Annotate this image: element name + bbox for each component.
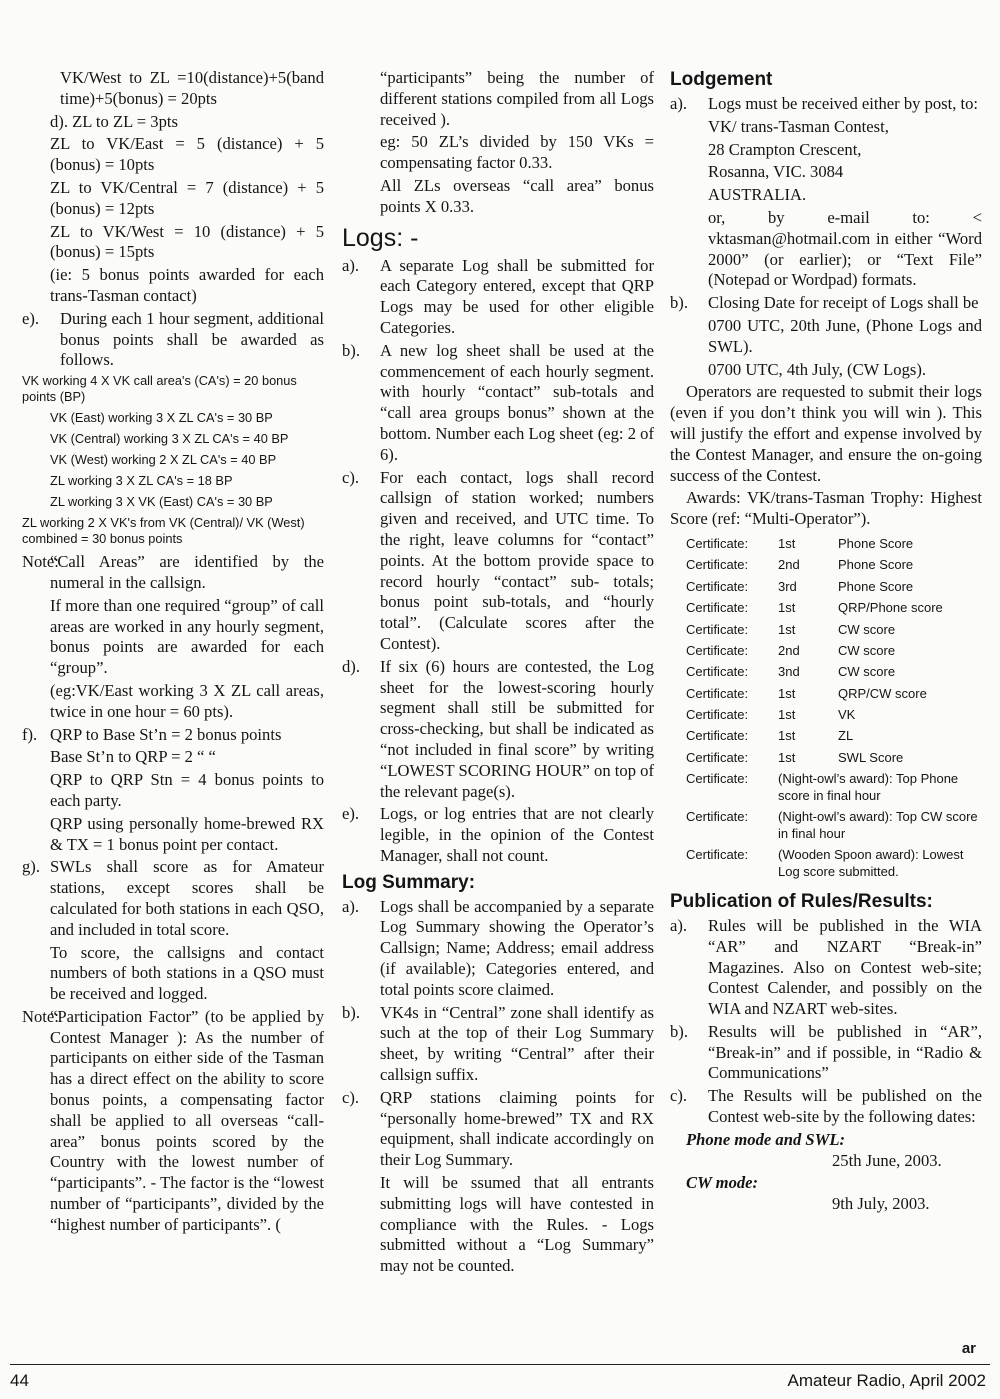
certificate-row [686, 728, 982, 749]
rule-f [22, 725, 324, 746]
summary-rule [342, 1003, 654, 1086]
rule-text: Rules will be published in the WIA “AR” and NZART “Break-in” Magazines. Also on Contest web-site; Contest Calender, and possibly on the WIA and NZART web-sites. [708, 915, 982, 1019]
column-1 [22, 68, 324, 1238]
note-label: Note: [22, 552, 59, 572]
certificate-award: QRP/Phone score [838, 600, 943, 616]
certificate-label: Certificate: [686, 809, 749, 825]
rule-label: a). [342, 896, 360, 916]
certificate-place: 1st [778, 707, 796, 723]
bonus-item: VK working 4 X VK call area's (CA's) = 20 bonus points (BP) [22, 373, 297, 405]
qrp-line: QRP to QRP Stn = 4 bonus points to each party. [50, 770, 324, 810]
certificate-award: Phone Score [838, 535, 914, 551]
lodgement-rule-b [670, 293, 982, 314]
certificate-row [686, 809, 982, 847]
note-group-text: If more than one required “group” of call areas are worked in any hourly segment, bonus points are awarded for each “group”. [50, 595, 324, 678]
column-2 [342, 68, 654, 1279]
address-line: VK/ trans-Tasman Contest, [708, 116, 889, 136]
bonus-item: VK (Central) working 3 X ZL CA's = 40 BP [50, 431, 289, 447]
rule-label: b). [670, 293, 688, 313]
summary-rule [342, 897, 654, 1001]
qrp-line: QRP using personally home-brewed RX & TX = 1 bonus point per contact. [50, 813, 324, 854]
email-text: or, by e-mail to: < vktasman@hotmail.com in either “Word 2000” (or earlier); or “Text File” (Notepad or Wordpad) formats. [708, 207, 982, 290]
publication-name: Amateur Radio, April 2002 [787, 1371, 986, 1390]
address-line: 28 Crampton Crescent, [708, 139, 862, 159]
certificate-award: Phone Score [838, 557, 914, 573]
lodgement-heading: Lodgement [670, 69, 773, 90]
lodgement-rule-a [670, 94, 982, 115]
certificate-award: (Wooden Spoon award): Lowest Log score submitted. [778, 847, 964, 879]
certificate-label: Certificate: [686, 664, 749, 680]
certificate-row [686, 686, 982, 707]
certificate-row [686, 557, 982, 578]
certificate-label: Certificate: [686, 847, 749, 863]
address-line: Rosanna, VIC. 3084 [708, 162, 844, 182]
note-text: “Participation Factor” (to be applied by Contest Manager ): As the number of participants on either side of the Tasman has a direct effect on the ability to score bonus points, a compensating factor shall be applied to all overseas “call-area” bonus points scored by the Country with the lowest number of “participants”. - The factor is the “lowest number of “participants”, divided by the “highest number of participants”. ( [50, 1006, 324, 1234]
certificate-award: VK [838, 707, 856, 723]
certificate-award: SWL Score [838, 749, 904, 765]
rule-label: c). [342, 467, 360, 487]
certificate-place: 1st [778, 621, 796, 637]
score-vk-west-zl: VK/West to ZL =10(distance)+5(band time)+5(bonus) = 20pts [60, 68, 324, 108]
certificate-row [686, 750, 982, 771]
rule-text: For each contact, logs shall record callsign of station worked; numbers given and received, and UTC time. To the right, leave columns for “contact” points. At the bottom provide space to record hourly “contact” sub- totals; bonus point sub-totals, and “hourly total”. (Calculate scores after the Contest). [380, 467, 654, 653]
rule-text: A new log sheet shall be used at the commencement of each hourly segment. with hourly “contact” sub-totals and “call area groups bonus” shown at the bottom. Number each Log sheet (eg: 2 of 6). [380, 340, 654, 464]
bonus-item: VK (East) working 3 X ZL CA's = 30 BP [50, 410, 273, 426]
publication-rule [670, 1022, 982, 1084]
rule-text: Logs shall be accompanied by a separate Log Summary showing the Operator’s Callsign; Name; Address; email address (if available); Categories entered, and total points score claimed. [380, 896, 654, 999]
certificate-row [686, 643, 982, 664]
rule-text: QRP to Base St’n = 2 bonus points [50, 724, 282, 744]
score-zl-zl: d). ZL to ZL = 3pts [50, 111, 178, 131]
rule-text: VK4s in “Central” zone shall identify as such at the top of their Log Summary sheet, by writing “Central” after their callsign suffix. [380, 1002, 654, 1085]
note-text: “Call Areas” are identified by the numeral in the callsign. [50, 552, 324, 592]
address-line: AUSTRALIA. [708, 185, 807, 205]
log-rule [342, 256, 654, 339]
bonus-note: (ie: 5 bonus points awarded for each trans-Tasman contact) [50, 265, 324, 305]
certificate-row [686, 622, 982, 643]
log-rule [342, 341, 654, 466]
certificate-label: Certificate: [686, 600, 749, 616]
cw-mode-date: 9th July, 2003. [832, 1194, 930, 1214]
closing-date-phone: 0700 UTC, 20th June, (Phone Logs and SWL). [708, 315, 982, 356]
score-zl-vk-west: ZL to VK/West = 10 (distance) + 5 (bonus) = 15pts [50, 221, 324, 262]
footer-rule [10, 1364, 990, 1365]
rule-text: If six (6) hours are contested, the Log sheet for the lowest-scoring hourly segment shall still be submitted for cross-checking, but shall be indicated as “not included in final score” by writing “LOWEST SCORING HOUR” on top of the relevant page(s). [380, 656, 654, 801]
certificate-label: Certificate: [686, 749, 749, 765]
certificate-label: Certificate: [686, 621, 749, 637]
certificate-label: Certificate: [686, 771, 749, 787]
rule-text: The Results will be published on the Contest web-site by the following dates: [708, 1086, 982, 1127]
certificate-row [686, 536, 982, 557]
certificate-place: 1st [778, 728, 796, 744]
rule-e [22, 309, 324, 371]
participants-text: “participants” being the number of different stations compiled from all Logs received ). [380, 68, 654, 129]
column-3 [670, 68, 982, 1217]
certificate-label: Certificate: [686, 642, 749, 658]
cw-mode-label: CW mode: [686, 1173, 759, 1193]
note-participation [22, 1007, 324, 1236]
publication-heading: Publication of Rules/Results: [670, 890, 933, 912]
rule-label: d). [342, 656, 360, 676]
certificate-award: CW score [838, 664, 896, 680]
certificate-label: Certificate: [686, 535, 749, 551]
rule-label: a). [670, 915, 688, 935]
rule-text: A separate Log shall be submitted for each Category entered, except that QRP Logs may be used for other eligible Categories. [380, 255, 654, 337]
awards-text: Awards: VK/trans-Tasman Trophy: Highest Score (ref: “Multi-Operator”). [670, 488, 982, 529]
qrp-line: Base St’n to QRP = 2 “ “ [50, 747, 216, 767]
rule-g [22, 857, 324, 940]
rule-label: c). [342, 1087, 360, 1107]
certificate-award: QRP/CW score [838, 685, 927, 701]
operators-text: Operators are requested to submit their logs (even if you don’t think you will win ). This will justify the effort and expense involved by the Contest Manager, and ensure the on-going success of the Contest. [670, 382, 982, 485]
certificates-table [686, 536, 982, 885]
rule-text: Logs must be received either by post, to: [708, 94, 979, 113]
certificate-row [686, 847, 982, 885]
note-call-areas [22, 552, 324, 594]
certificate-label: Certificate: [686, 728, 749, 744]
log-summary-heading: Log Summary: [342, 871, 476, 893]
certificate-place: 3nd [778, 664, 800, 680]
logs-heading: Logs: - [342, 223, 419, 252]
rule-label: c). [670, 1086, 688, 1106]
ar-end-mark: ar [961, 1340, 976, 1357]
certificate-label: Certificate: [686, 557, 749, 573]
certificate-place: 2nd [778, 642, 800, 658]
summary-rule [342, 1088, 654, 1171]
certificate-award: (Night-owl’s award): Top Phone score in final hour [778, 771, 959, 803]
rule-text: QRP stations claiming points for “personally home-brewed” TX and RX equipment, shall indicate accordingly on their Log Summary. [380, 1087, 654, 1170]
certificate-label: Certificate: [686, 685, 749, 701]
certificate-row [686, 664, 982, 685]
rule-label: e). [22, 308, 40, 328]
certificate-row [686, 579, 982, 600]
log-rule [342, 468, 654, 655]
score-zl-vk-central: ZL to VK/Central = 7 (distance) + 5 (bonus) = 12pts [50, 177, 324, 218]
rule-text: Logs, or log entries that are not clearly legible, in the opinion of the Contest Manager, shall not count. [380, 804, 654, 865]
rule-label: a). [670, 94, 688, 113]
bonus-item: ZL working 3 X ZL CA's = 18 BP [50, 473, 233, 489]
rule-label: f). [22, 724, 38, 744]
rule-label: b). [342, 1002, 360, 1022]
certificate-award: CW score [838, 621, 896, 637]
certificate-label: Certificate: [686, 707, 749, 723]
phone-mode-date: 25th June, 2003. [832, 1150, 942, 1170]
certificate-row [686, 600, 982, 621]
rule-text: Results will be published in “AR”, “Break-in” and if possible, in “Radio & Communications” [708, 1021, 982, 1083]
bonus-item: VK (West) working 2 X ZL CA's = 40 BP [50, 452, 277, 468]
swl-scoring-text: To score, the callsigns and contact numbers of both stations in a QSO must be received and logged. [50, 942, 324, 1004]
certificate-place: 1st [778, 685, 796, 701]
rule-text: During each 1 hour segment, additional bonus points shall be awarded as follows. [60, 308, 324, 370]
certificate-row [686, 771, 982, 809]
log-rule [342, 657, 654, 803]
certificate-award: Phone Score [838, 578, 914, 594]
score-zl-vk-east: ZL to VK/East = 5 (distance) + 5 (bonus) = 10pts [50, 134, 324, 175]
certificate-award: (Night-owl’s award): Top CW score in final hour [778, 809, 978, 841]
certificate-label: Certificate: [686, 578, 749, 594]
publication-rule [670, 1086, 982, 1128]
certificate-place: 1st [778, 749, 796, 765]
example-text: eg: 50 ZL’s divided by 150 VKs = compensating factor 0.33. [380, 132, 654, 173]
rule-label: a). [342, 255, 360, 275]
certificate-place: 3rd [778, 578, 797, 594]
log-rule [342, 804, 654, 866]
closing-date-cw: 0700 UTC, 4th July, (CW Logs). [708, 359, 927, 379]
certificate-award: ZL [838, 728, 854, 744]
phone-mode-label: Phone mode and SWL: [686, 1129, 846, 1149]
page-number: 44 [10, 1371, 29, 1390]
note-example-text: (eg:VK/East working 3 X ZL call areas, twice in one hour = 60 pts). [50, 680, 324, 721]
certificate-award: CW score [838, 642, 896, 658]
factor-text: All ZLs overseas “call area” bonus points X 0.33. [380, 175, 654, 216]
compliance-text: It will be ssumed that all entrants submitting logs will have contested in compliance with the Rules. - Logs submitted without a “Log Summary” may not be counted. [380, 1173, 654, 1276]
rule-label: b). [670, 1021, 688, 1041]
rule-text: Closing Date for receipt of Logs shall be [708, 293, 979, 313]
rule-text: SWLs shall score as for Amateur stations, except scores shall be calculated for both stations in each QSO, and included in total score. [50, 857, 324, 939]
certificate-place: 1st [778, 600, 796, 616]
note-label: Note: [22, 1006, 59, 1026]
bonus-item: ZL working 2 X VK's from VK (Central)/ VK (West) combined = 30 bonus points [22, 515, 305, 547]
rule-label: g). [22, 857, 40, 877]
certificate-place: 1st [778, 535, 796, 551]
bonus-item: ZL working 3 X VK (East) CA's = 30 BP [50, 494, 273, 510]
certificate-place: 2nd [778, 557, 800, 573]
rule-label: b). [342, 340, 360, 360]
certificate-row [686, 707, 982, 728]
publication-rule [670, 916, 982, 1020]
rule-label: e). [342, 804, 360, 824]
